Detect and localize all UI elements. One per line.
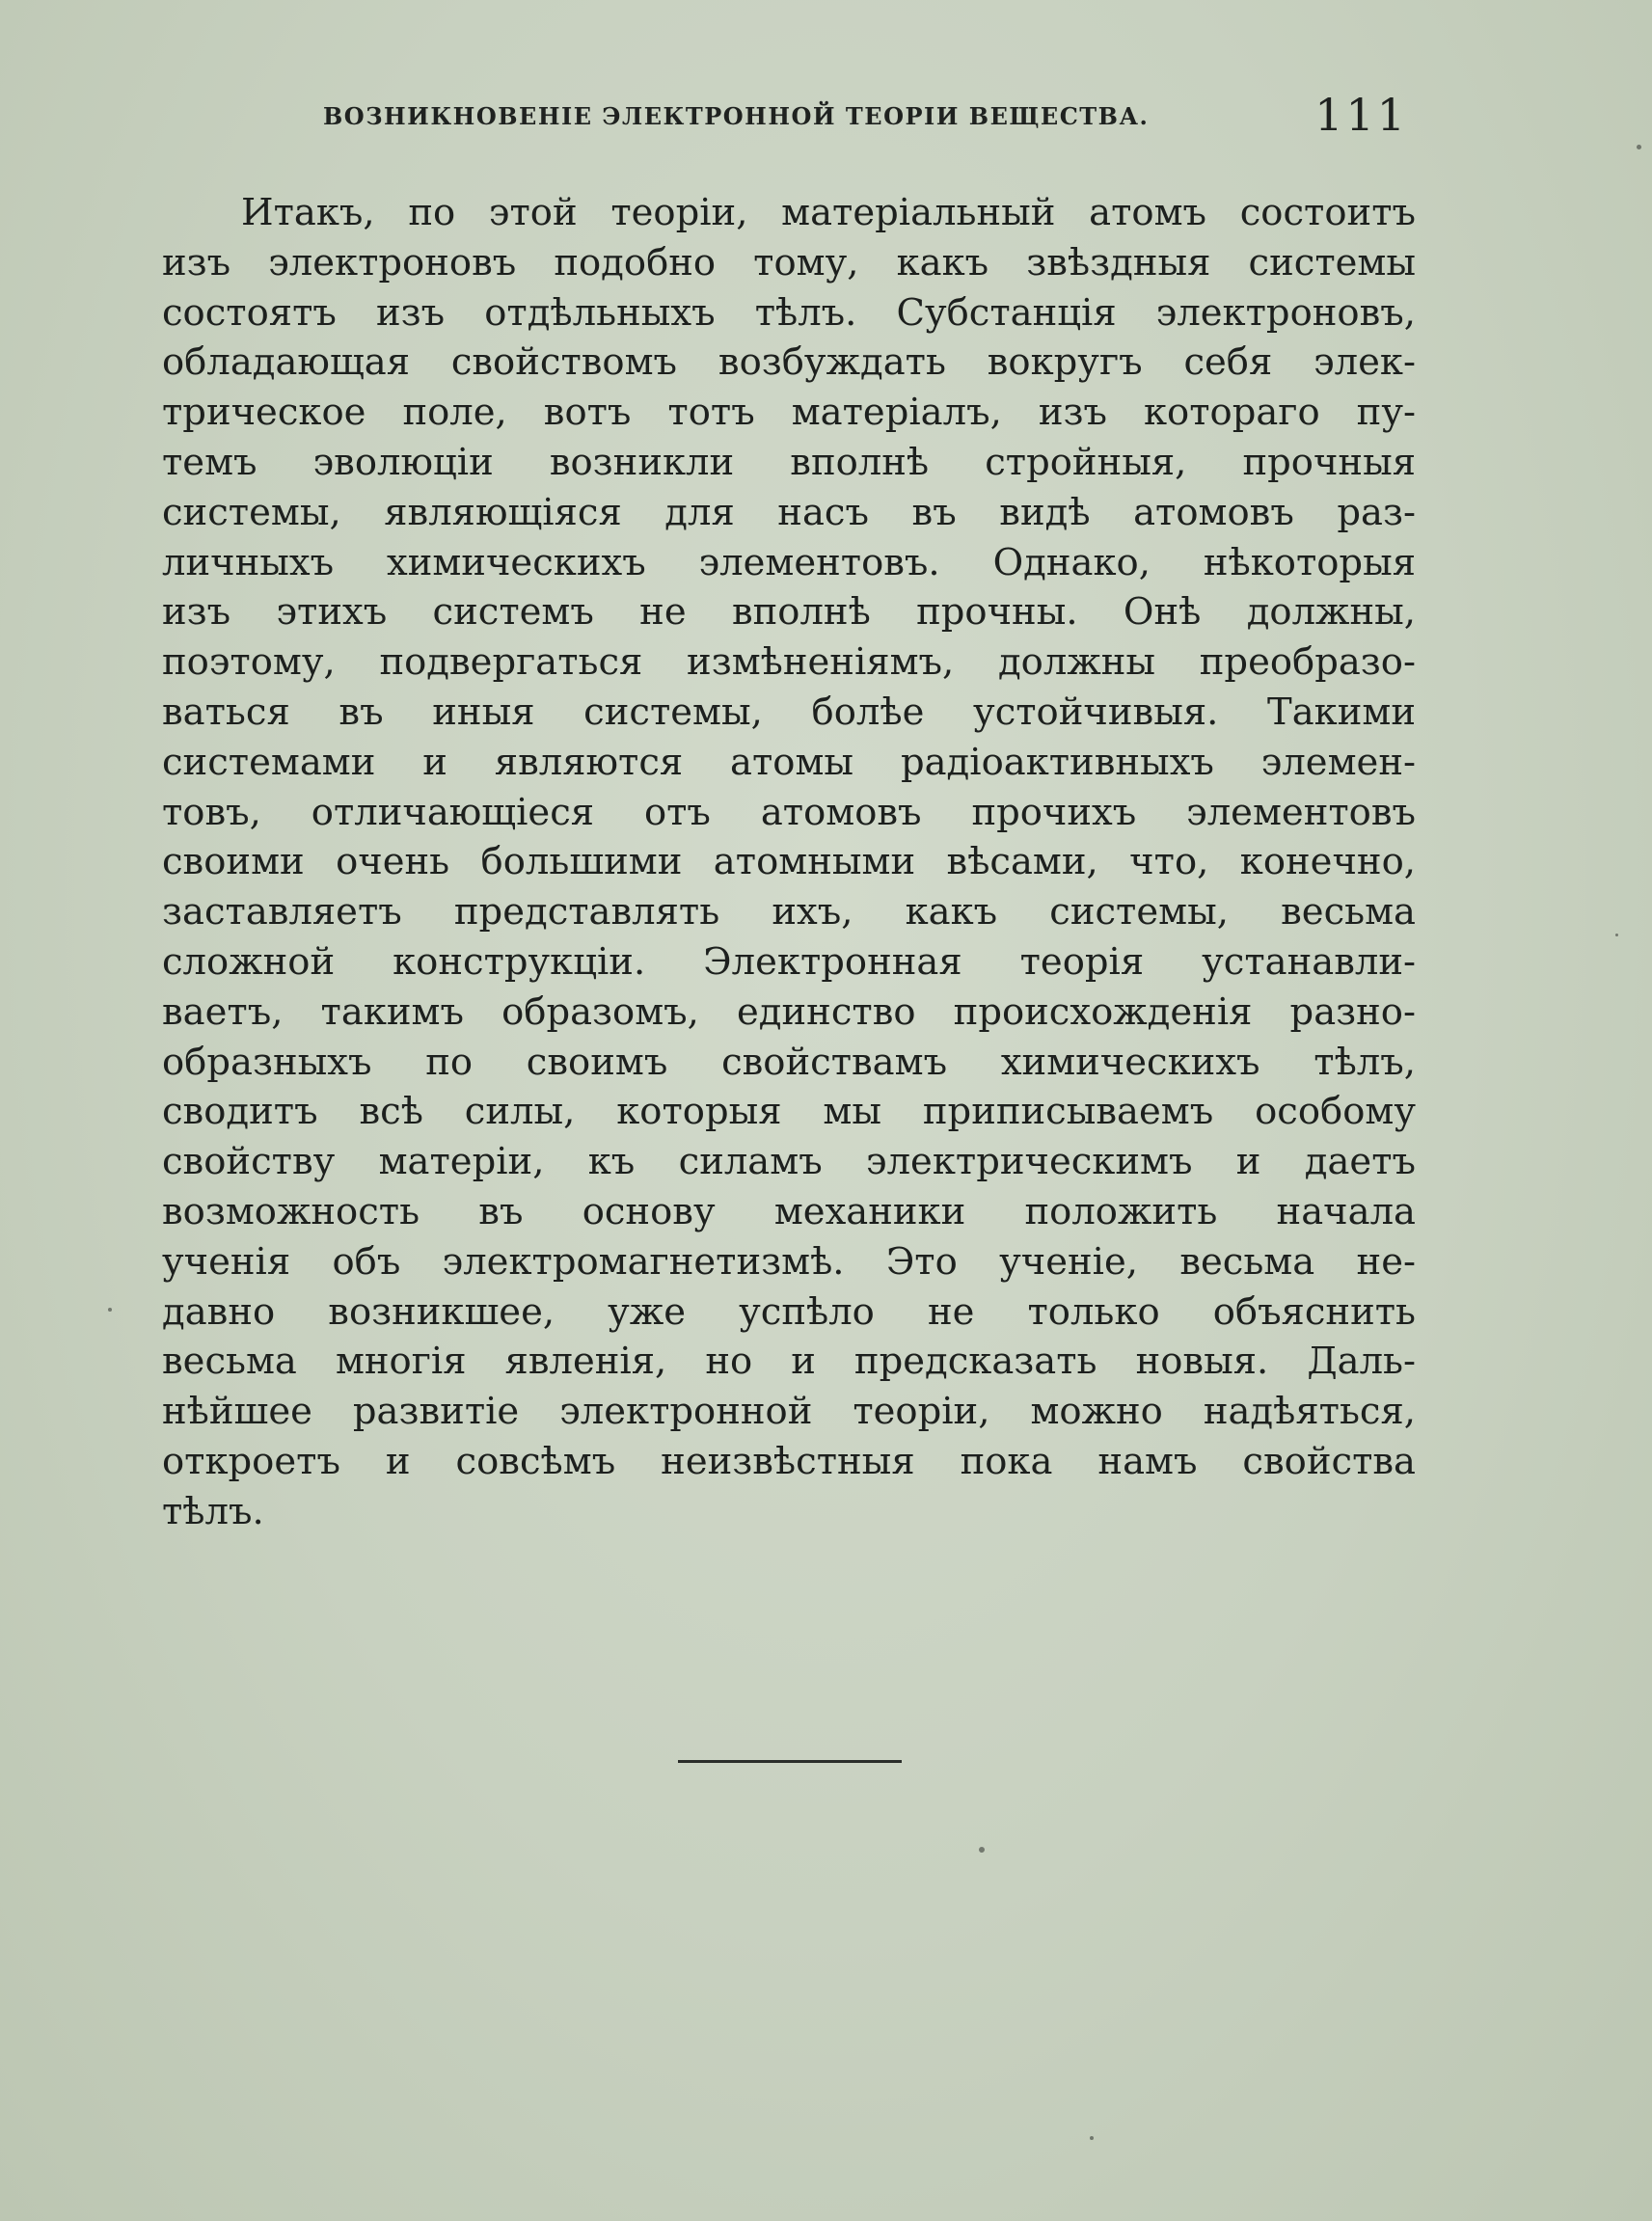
text-line: возможность въ основу механики положить начала bbox=[162, 1189, 1416, 1233]
text-line: личныхъ химическихъ элементовъ. Однако, нѣкоторыя bbox=[162, 540, 1416, 584]
text-line: ваться въ иныя системы, болѣе устойчивыя. Такими bbox=[162, 690, 1416, 734]
text-line: ваетъ, такимъ образомъ, единство происхожденія разно- bbox=[162, 989, 1416, 1034]
text-line: темъ эволюціи возникли вполнѣ стройныя, прочныя bbox=[162, 440, 1416, 484]
text-line: своими очень большими атомными вѣсами, что, конечно, bbox=[162, 840, 1416, 884]
text-line: тѣлъ. bbox=[162, 1489, 264, 1533]
text-line: образныхъ по своимъ свойствамъ химическихъ тѣлъ, bbox=[162, 1040, 1416, 1084]
text-line: Итакъ, по этой теоріи, матеріальный атомъ состоитъ bbox=[241, 191, 1416, 234]
text-line: системами и являются атомы радіоактивныхъ элемен- bbox=[162, 740, 1416, 784]
text-line: изъ этихъ системъ не вполнѣ прочны. Онѣ должны, bbox=[162, 590, 1416, 635]
text-line: состоятъ изъ отдѣльныхъ тѣлъ. Субстанція электроновъ, bbox=[162, 290, 1416, 335]
body-paragraph bbox=[162, 188, 1416, 1537]
text-line: давно возникшее, уже успѣло не только объяснить bbox=[162, 1289, 1416, 1334]
text-line: откроетъ и совсѣмъ неизвѣстныя пока намъ свойства bbox=[162, 1439, 1416, 1483]
text-line: сложной конструкціи. Электронная теорія устанавли- bbox=[162, 939, 1416, 984]
section-end-rule bbox=[678, 1760, 902, 1763]
text-line: свойству матеріи, къ силамъ электрическимъ и даетъ bbox=[162, 1140, 1416, 1184]
page-header bbox=[323, 89, 1408, 147]
paper-speck bbox=[1615, 934, 1618, 936]
text-line: весьма многія явленія, но и предсказать новыя. Даль- bbox=[162, 1340, 1416, 1384]
paper-speck bbox=[1637, 145, 1641, 149]
text-line: нѣйшее развитіе электронной теоріи, можно надѣяться, bbox=[162, 1390, 1416, 1434]
paper-speck bbox=[1090, 2136, 1094, 2140]
text-line: ученія объ электромагнетизмѣ. Это ученіе, весьма не- bbox=[162, 1239, 1416, 1284]
paper-speck bbox=[108, 1308, 112, 1312]
text-line: системы, являющіяся для насъ въ видѣ атомовъ раз- bbox=[162, 490, 1416, 534]
paper-speck bbox=[979, 1847, 985, 1853]
text-line: сводитъ всѣ силы, которыя мы приписываемъ особому bbox=[162, 1090, 1416, 1134]
page-number: 111 bbox=[1314, 89, 1408, 141]
text-line: трическое поле, вотъ тотъ матеріалъ, изъ котораго пу- bbox=[162, 391, 1416, 435]
text-line: изъ электроновъ подобно тому, какъ звѣздныя системы bbox=[162, 240, 1416, 284]
text-line: товъ, отличающіеся отъ атомовъ прочихъ элементовъ bbox=[162, 790, 1416, 834]
text-line: поэтому, подвергаться измѣненіямъ, должны преобразо- bbox=[162, 640, 1416, 685]
running-title: ВОЗНИКНОВЕНІЕ ЭЛЕКТРОННОЙ ТЕОРІИ ВЕЩЕСТВА. bbox=[323, 102, 1150, 130]
text-line: обладающая свойствомъ возбуждать вокругъ себя элек- bbox=[162, 340, 1416, 385]
text-line: заставляетъ представлять ихъ, какъ системы, весьма bbox=[162, 890, 1416, 934]
